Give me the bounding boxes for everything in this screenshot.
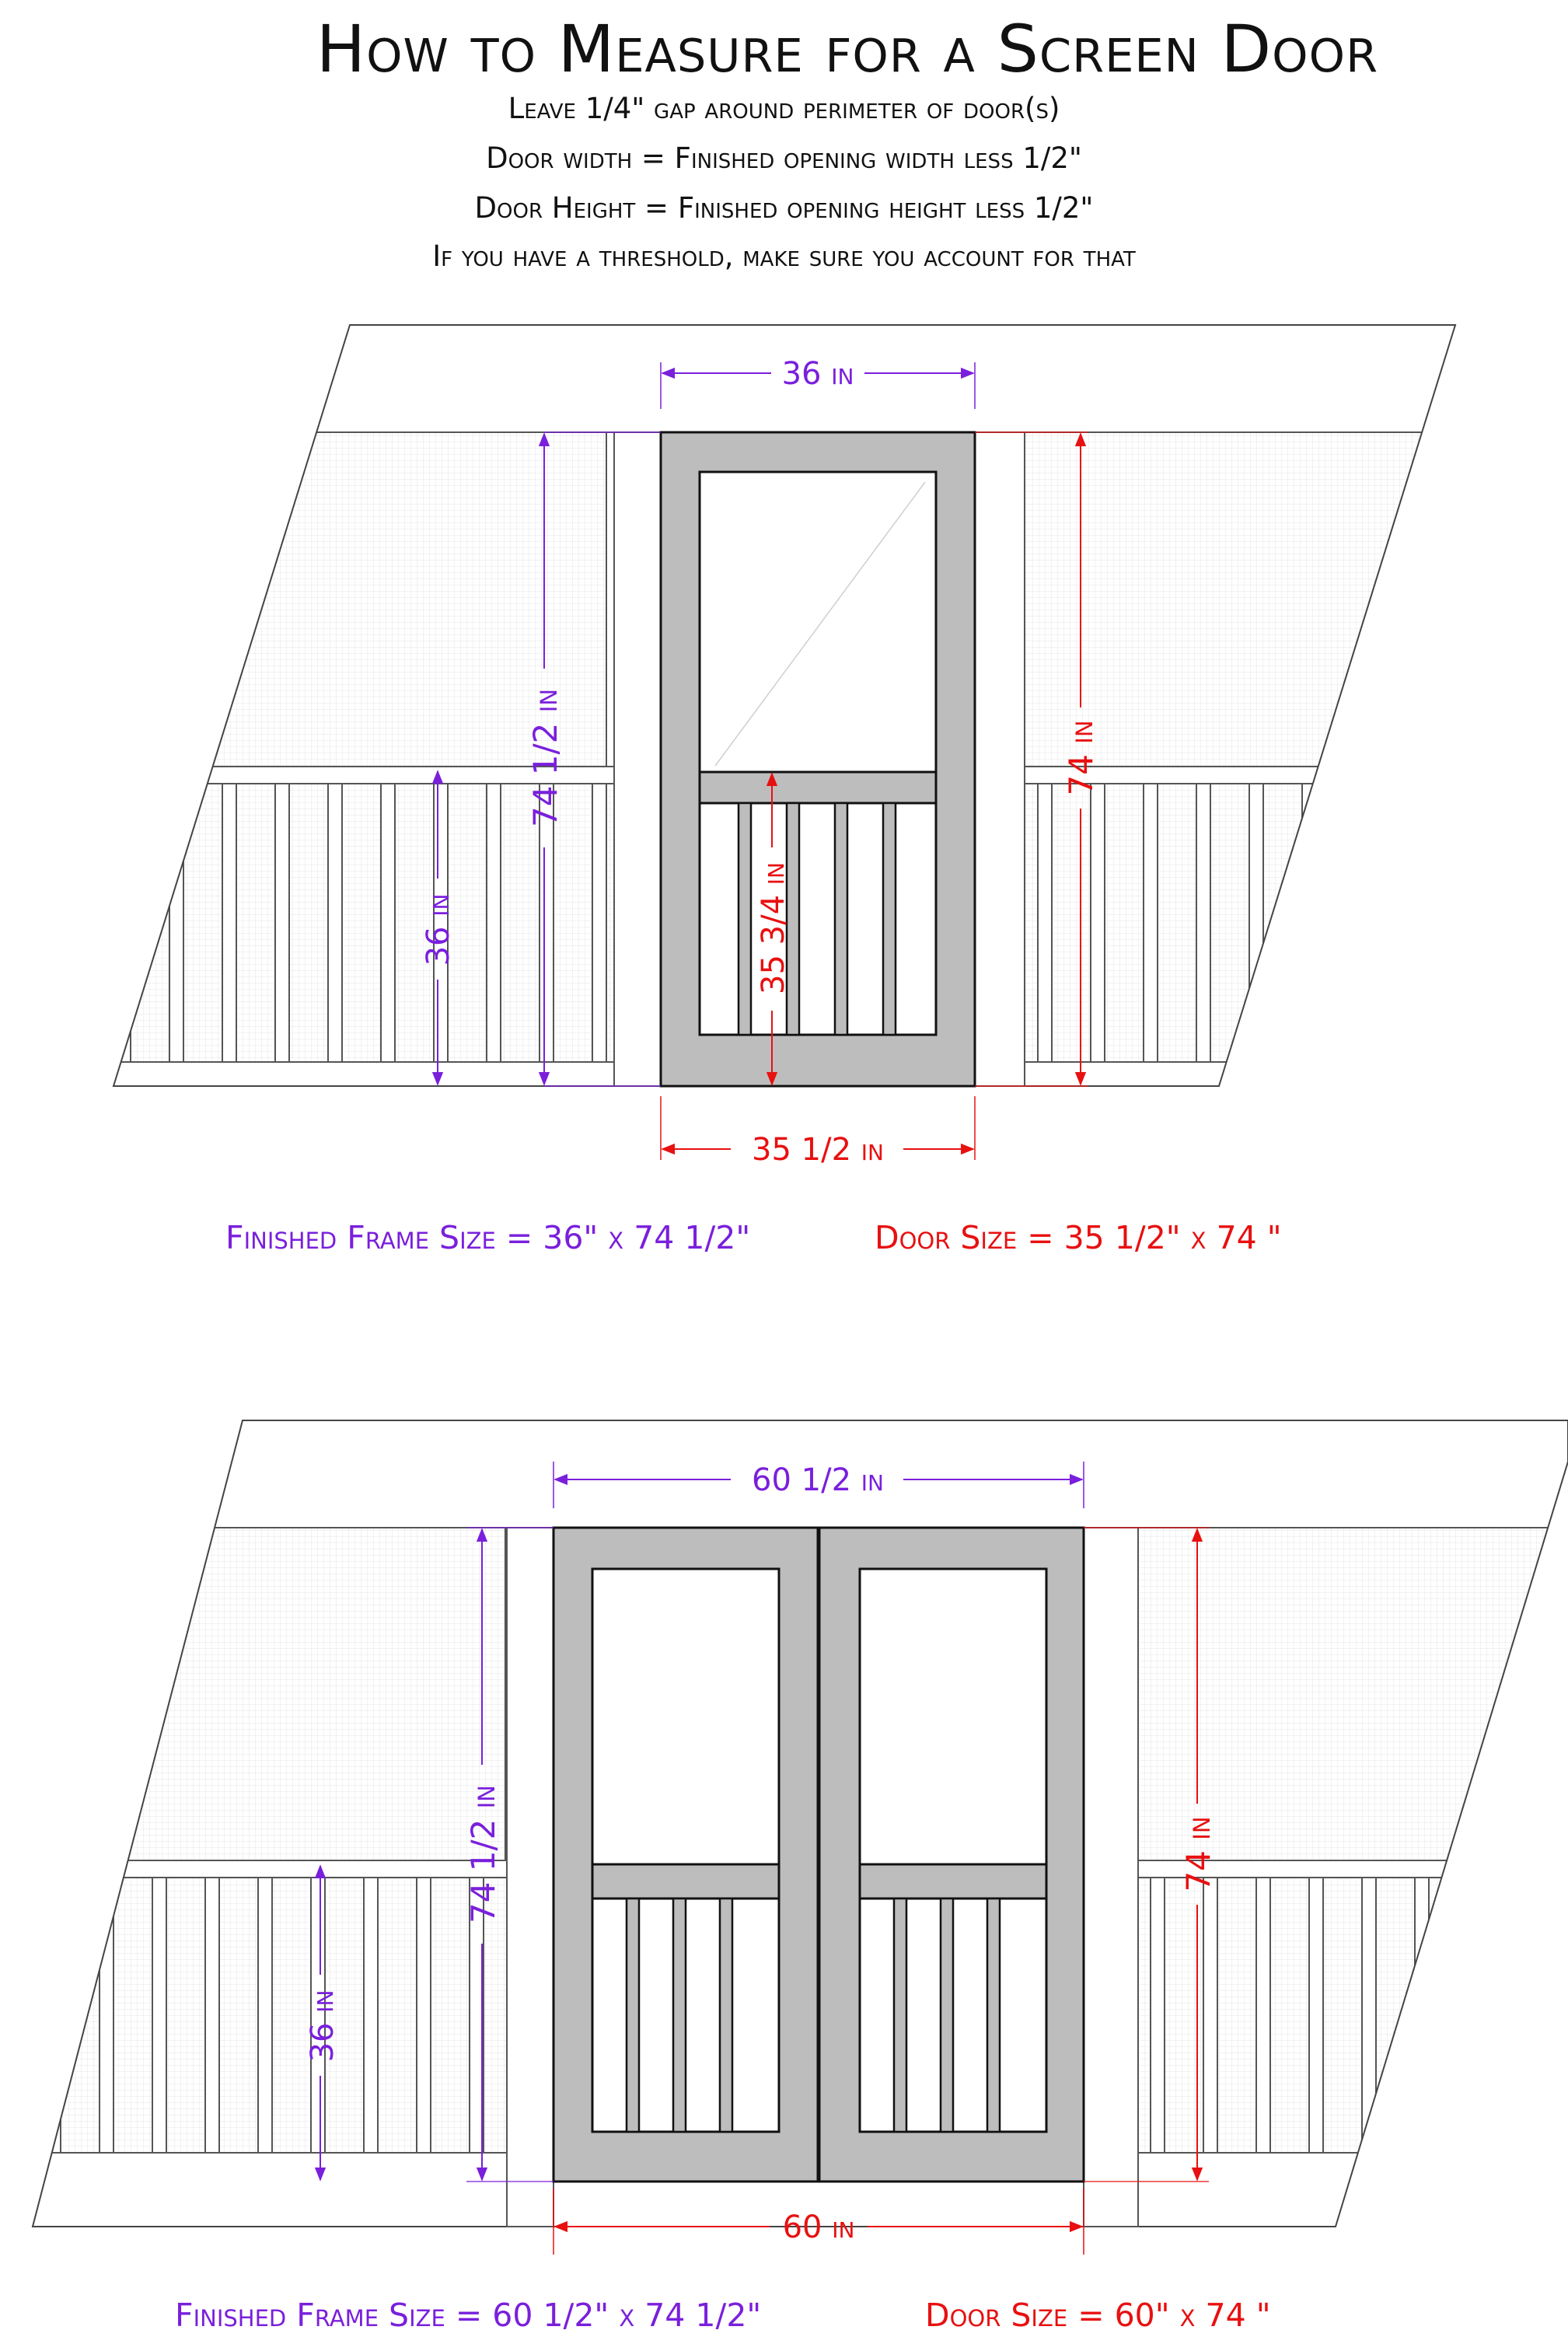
double-frame-height-label: 74 1/2 in xyxy=(464,1785,502,1923)
single-door-width-dim xyxy=(661,1096,975,1168)
single-frame-width-label: 36 in xyxy=(781,356,854,392)
double-frame-width-label: 60 1/2 in xyxy=(752,1462,884,1498)
single-frame-width-dim xyxy=(661,356,975,409)
single-door-width-label: 35 1/2 in xyxy=(752,1132,884,1168)
page-title: How to Measure for a Screen Door xyxy=(316,11,1379,87)
single-door-diagram xyxy=(109,325,1461,1256)
double-door-height-label: 74 in xyxy=(1179,1816,1217,1892)
single-door-summary: Door Size = 35 1/2" x 74 " xyxy=(875,1219,1282,1256)
single-knee-wall-label: 36 in xyxy=(421,893,456,966)
double-door-summary: Door Size = 60" x 74 " xyxy=(925,2297,1271,2334)
double-door-right xyxy=(819,1528,1084,2182)
single-frame-summary: Finished Frame Size = 36" x 74 1/2" xyxy=(225,1219,751,1256)
double-door-left xyxy=(554,1528,818,2182)
double-frame-width-dim xyxy=(554,1462,1084,1508)
instruction-width: Door width = Finished opening width less 1/2" xyxy=(486,141,1082,175)
single-frame-height-label: 74 1/2 in xyxy=(526,689,564,827)
single-door xyxy=(661,432,975,1086)
double-knee-wall-label: 36 in xyxy=(305,1989,340,2063)
instruction-height: Door Height = Finished opening height less 1/2" xyxy=(474,191,1094,225)
double-frame-summary: Finished Frame Size = 60 1/2" x 74 1/2" xyxy=(175,2297,762,2334)
single-lower-panel-label: 35 3/4 in xyxy=(756,862,791,994)
double-door-width-label: 60 in xyxy=(782,2209,855,2245)
instruction-threshold: If you have a threshold, make sure you account for that xyxy=(432,239,1136,273)
single-door-height-label: 74 in xyxy=(1062,720,1100,796)
double-door-diagram xyxy=(23,1420,1568,2334)
instruction-gap: Leave 1/4" gap around perimeter of door(s) xyxy=(508,92,1060,125)
